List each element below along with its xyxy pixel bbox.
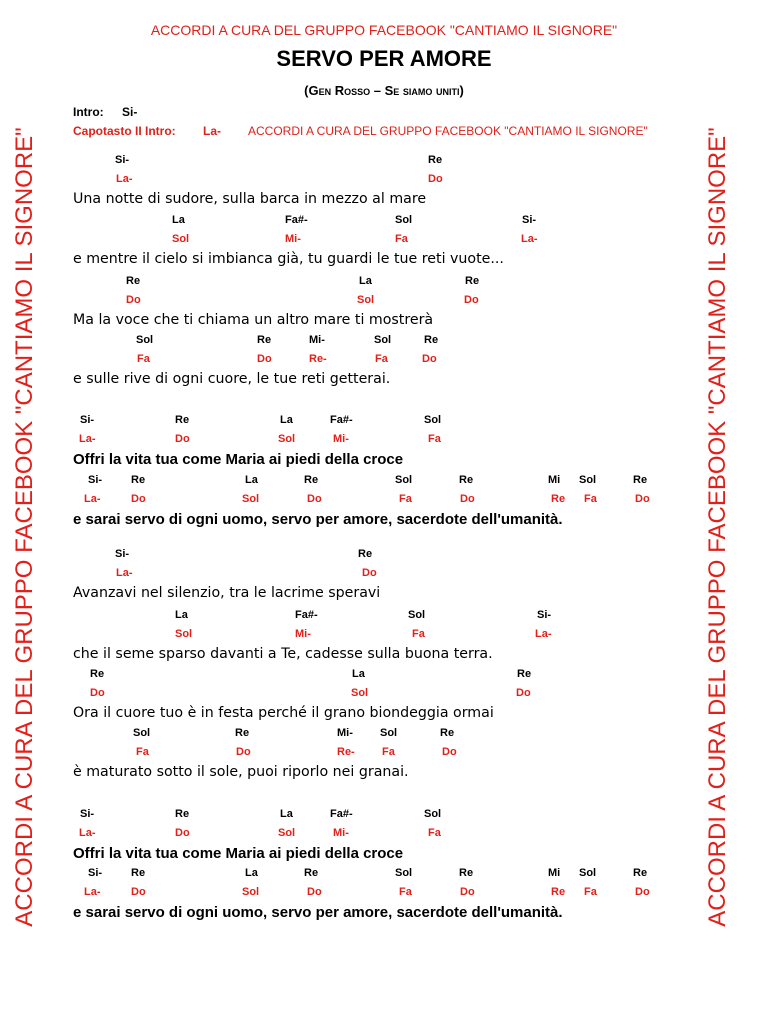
chord-original: Fa#- [330, 808, 353, 820]
chorus-line: Offri la vita tua come Maria ai piedi della croce [73, 845, 404, 862]
chord-original: Si- [537, 609, 552, 621]
chord-original: Sol [374, 334, 392, 346]
chord-original: Sol [579, 867, 597, 879]
chord-capo: Mi- [285, 233, 301, 245]
chord-capo: La- [116, 567, 133, 579]
chord-capo: Sol [242, 493, 260, 505]
chord-original: Re [175, 808, 190, 820]
chord-original: Si- [115, 154, 130, 166]
chord-capo: Fa [399, 493, 412, 505]
chord-original: La [359, 275, 372, 287]
intro-label: Intro: [73, 105, 104, 119]
chord-original: Mi [548, 474, 561, 486]
chord-capo: Fa [412, 628, 425, 640]
chord-original: Re [633, 474, 648, 486]
inline-banner: ACCORDI A CURA DEL GRUPPO FACEBOOK "CANTIAMO IL SIGNORE" [248, 124, 648, 138]
chord-original: Re [440, 727, 455, 739]
chord-capo: La- [84, 886, 101, 898]
chord-original: Re [304, 867, 319, 879]
chord-original: Si- [80, 414, 95, 426]
chorus-line: Offri la vita tua come Maria ai piedi della croce [73, 451, 404, 468]
chord-original: La [352, 668, 365, 680]
chorus-line: e sarai servo di ogni uomo, servo per amore, sacerdote dell'umanità. [73, 904, 563, 921]
chord-capo: Do [516, 687, 531, 699]
song-title: SERVO PER AMORE [276, 46, 492, 71]
chord-capo: Sol [175, 628, 193, 640]
chord-capo: Mi- [295, 628, 311, 640]
chord-original: Re [235, 727, 250, 739]
chord-capo: Do [307, 493, 322, 505]
chord-original: Sol [133, 727, 151, 739]
chord-capo: Do [464, 294, 479, 306]
chord-capo: La- [79, 433, 96, 445]
chord-capo: Mi- [333, 827, 349, 839]
capo-label: Capotasto II Intro: [73, 124, 176, 138]
chord-capo: Do [442, 746, 457, 758]
chord-original: Re [358, 548, 373, 560]
chord-original: Sol [424, 808, 442, 820]
chord-original: Sol [408, 609, 426, 621]
chord-capo: Sol [278, 827, 296, 839]
intro-chord: Si- [122, 105, 138, 119]
chord-original: Re [131, 474, 146, 486]
chord-capo: La- [79, 827, 96, 839]
chord-capo: Do [362, 567, 377, 579]
chord-capo: Do [175, 827, 190, 839]
chord-original: Re [304, 474, 319, 486]
chord-capo: Fa [382, 746, 395, 758]
chord-capo: Do [90, 687, 105, 699]
chord-capo: Fa [428, 827, 441, 839]
chord-original: Re [459, 867, 474, 879]
chord-original: Re [459, 474, 474, 486]
chord-original: Sol [395, 214, 413, 226]
chord-capo: Do [422, 353, 437, 365]
right-side-banner: ACCORDI A CURA DEL GRUPPO FACEBOOK "CANTIAMO IL SIGNORE" [704, 127, 731, 927]
chord-original: Re [175, 414, 190, 426]
chord-capo: Fa [428, 433, 441, 445]
chord-capo: La- [116, 173, 133, 185]
chord-original: Si- [88, 867, 103, 879]
chord-capo: Fa [136, 746, 149, 758]
chord-capo: Do [236, 746, 251, 758]
chord-original: Sol [380, 727, 398, 739]
chord-original: Re [257, 334, 272, 346]
chord-original: Fa#- [295, 609, 318, 621]
chord-capo: Fa [584, 493, 597, 505]
chord-original: Si- [88, 474, 103, 486]
chord-capo: Do [126, 294, 141, 306]
chord-original: Fa#- [330, 414, 353, 426]
top-banner: ACCORDI A CURA DEL GRUPPO FACEBOOK "CANTIAMO IL SIGNORE" [150, 22, 618, 38]
chord-capo: Do [307, 886, 322, 898]
chord-capo: Sol [357, 294, 375, 306]
chord-capo: Do [635, 493, 650, 505]
chord-capo: Do [635, 886, 650, 898]
chord-original: Re [465, 275, 480, 287]
chord-capo: Do [131, 493, 146, 505]
chorus-line: e sarai servo di ogni uomo, servo per amore, sacerdote dell'umanità. [73, 511, 563, 528]
chord-original: Si- [80, 808, 95, 820]
chord-original: Re [126, 275, 141, 287]
chord-capo: Fa [375, 353, 388, 365]
verse-line: Ora il cuore tuo è in festa perché il grano biondeggia ormai [73, 705, 494, 721]
chord-original: Sol [395, 474, 413, 486]
chord-original: La [175, 609, 188, 621]
chord-original: La [245, 474, 258, 486]
chord-original: Re [90, 668, 105, 680]
chord-original: Sol [579, 474, 597, 486]
chord-original: La [172, 214, 185, 226]
chord-original: Sol [395, 867, 413, 879]
verse-line: Avanzavi nel silenzio, tra le lacrime speravi [73, 585, 381, 601]
chord-capo: La- [521, 233, 538, 245]
chord-original: Sol [136, 334, 154, 346]
chord-capo: Fa [399, 886, 412, 898]
chord-capo: Do [460, 886, 475, 898]
chord-capo: Sol [172, 233, 190, 245]
chord-capo: Mi- [333, 433, 349, 445]
capo-chord: La- [203, 124, 221, 138]
chord-capo: Sol [351, 687, 369, 699]
chord-original: Mi- [337, 727, 353, 739]
chord-capo: Re [551, 493, 566, 505]
verse-line: Ma la voce che ti chiama un altro mare ti mostrerà [73, 312, 434, 328]
chord-capo: La- [84, 493, 101, 505]
chord-original: Fa#- [285, 214, 308, 226]
chord-capo: Re [551, 886, 566, 898]
chord-capo: Fa [395, 233, 408, 245]
chord-capo: Re- [337, 746, 355, 758]
verse-line: e sulle rive di ogni cuore, le tue reti getterai. [73, 371, 391, 387]
verse-line: è maturato sotto il sole, puoi riporlo nei granai. [73, 764, 409, 780]
chord-capo: La- [535, 628, 552, 640]
verse-line: che il seme sparso davanti a Te, cadesse sulla buona terra. [73, 646, 493, 662]
chord-capo: Do [460, 493, 475, 505]
chord-capo: Do [257, 353, 272, 365]
verse-line: e mentre il cielo si imbianca già, tu guardi le tue reti vuote... [73, 251, 504, 267]
chord-original: La [280, 414, 293, 426]
chord-capo: Sol [242, 886, 260, 898]
chord-original: Mi [548, 867, 561, 879]
chord-capo: Do [131, 886, 146, 898]
chord-original: Re [517, 668, 532, 680]
chord-capo: Fa [137, 353, 150, 365]
song-subtitle: (Gen Rosso – Se siamo uniti) [304, 83, 464, 98]
verse-line: Una notte di sudore, sulla barca in mezzo al mare [73, 191, 427, 207]
chord-original: Re [424, 334, 439, 346]
chord-original: Re [131, 867, 146, 879]
chord-original: Sol [424, 414, 442, 426]
chord-capo: Fa [584, 886, 597, 898]
chord-capo: Do [175, 433, 190, 445]
chord-capo: Do [428, 173, 443, 185]
chord-original: Si- [115, 548, 130, 560]
chord-original: Re [428, 154, 443, 166]
chord-original: La [245, 867, 258, 879]
chord-capo: Re- [309, 353, 327, 365]
chord-original: La [280, 808, 293, 820]
chord-original: Re [633, 867, 648, 879]
left-side-banner: ACCORDI A CURA DEL GRUPPO FACEBOOK "CANTIAMO IL SIGNORE" [11, 127, 38, 927]
chord-capo: Sol [278, 433, 296, 445]
chord-original: Si- [522, 214, 537, 226]
chord-original: Mi- [309, 334, 325, 346]
